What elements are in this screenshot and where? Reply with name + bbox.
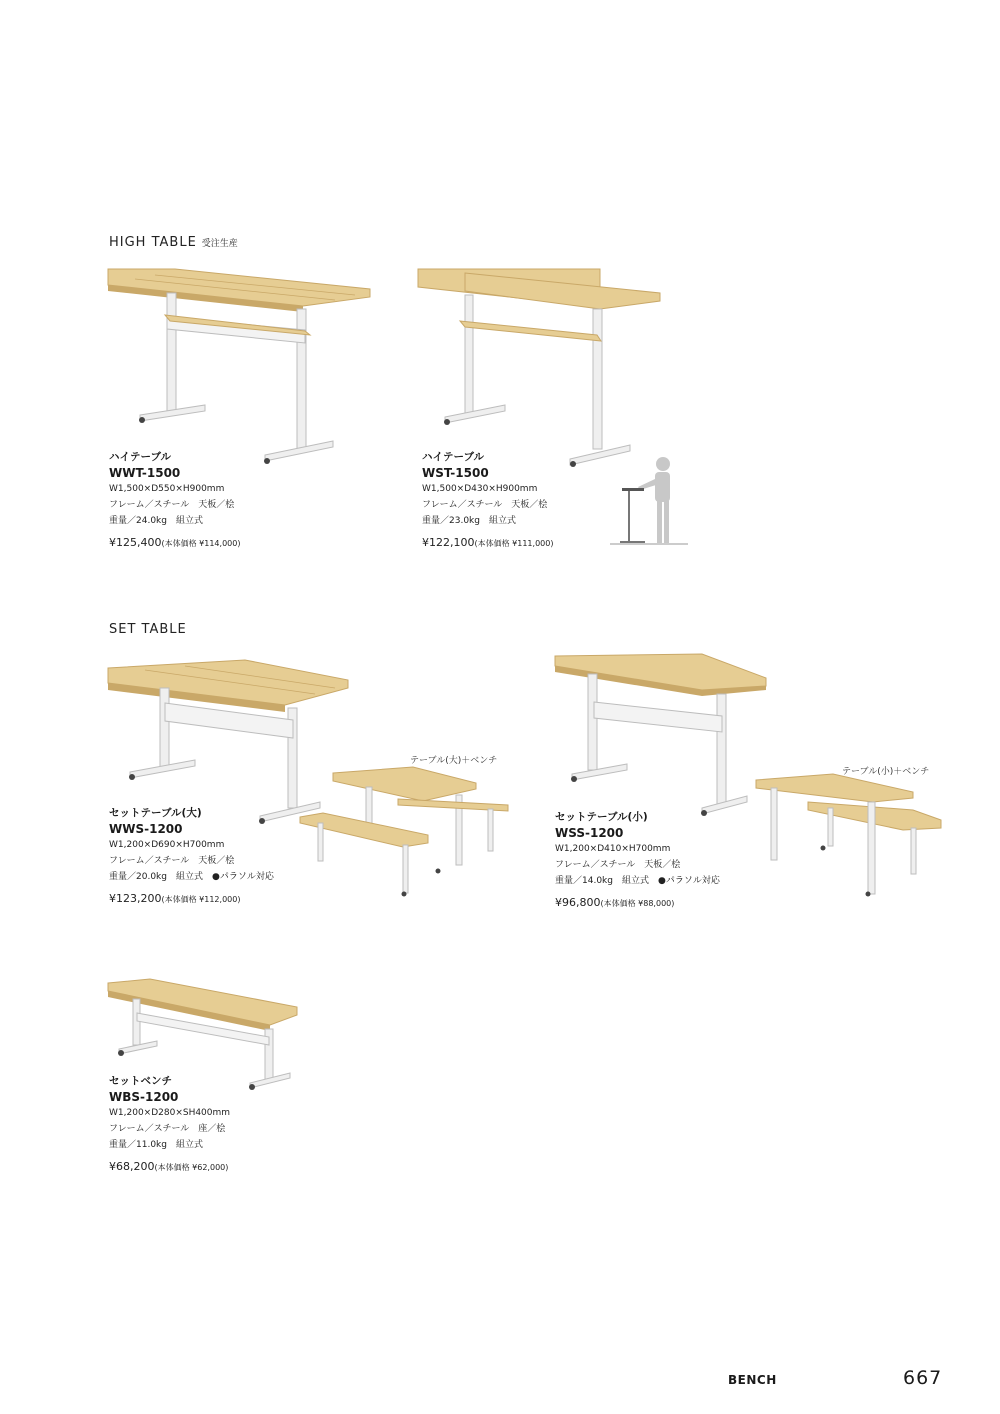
section-title-high-table xyxy=(109,235,238,250)
product-name: ハイテーブル xyxy=(422,451,485,463)
product-code: WBS-1200 xyxy=(109,1090,179,1104)
made-to-order-note: 受注生産 xyxy=(201,239,238,249)
price-total: ¥68,200 xyxy=(109,1160,155,1173)
wss-1200-set-with-bench-image xyxy=(753,772,948,902)
product-code: WWS-1200 xyxy=(109,822,183,836)
footer-category-label: BENCH xyxy=(728,1373,777,1387)
product-code: WSS-1200 xyxy=(555,826,624,840)
price-total: ¥125,400 xyxy=(109,536,162,549)
human-scale-figure xyxy=(610,455,690,550)
price-base: (本体価格 ¥114,000) xyxy=(161,539,241,548)
wss-1200-table-image xyxy=(552,650,777,820)
price xyxy=(555,895,720,912)
spec-material: フレーム／スチール 天板／桧 xyxy=(109,856,235,866)
product-wws-1200 xyxy=(109,806,274,908)
product-name: セットベンチ xyxy=(109,1075,172,1087)
price xyxy=(109,1159,230,1176)
spec-size: W1,200×D280×SH400mm xyxy=(109,1108,231,1118)
price-base: (本体価格 ¥111,000) xyxy=(474,539,554,548)
spec-material: フレーム／スチール 天板／桧 xyxy=(422,500,548,510)
spec-weight: 重量／11.0kg 組立式 xyxy=(109,1140,203,1150)
product-wss-1200 xyxy=(555,810,720,912)
price xyxy=(109,891,274,908)
page-number: 667 xyxy=(903,1367,943,1389)
price-base: (本体価格 ¥112,000) xyxy=(161,895,241,904)
spec-weight: 重量／20.0kg 組立式 ●パラソル対応 xyxy=(109,872,274,882)
spec-material: フレーム／スチール 天板／桧 xyxy=(555,860,681,870)
wst-1500-table-image xyxy=(415,265,675,470)
spec-material: フレーム／スチール 座／桧 xyxy=(109,1124,226,1134)
wss-set-caption: テーブル(小)＋ベンチ xyxy=(842,767,930,777)
spec-size: W1,500×D430×H900mm xyxy=(422,484,538,494)
spec-material: フレーム／スチール 天板／桧 xyxy=(109,500,235,510)
price xyxy=(109,535,240,552)
product-wwt-1500 xyxy=(109,450,240,552)
wwt-1500-table-image xyxy=(105,265,375,470)
price-total: ¥123,200 xyxy=(109,892,162,905)
price-base: (本体価格 ¥88,000) xyxy=(600,899,675,908)
spec-size: W1,200×D410×H700mm xyxy=(555,844,671,854)
spec-size: W1,500×D550×H900mm xyxy=(109,484,225,494)
spec-size: W1,200×D690×H700mm xyxy=(109,840,225,850)
product-code: WWT-1500 xyxy=(109,466,181,480)
spec-weight: 重量／14.0kg 組立式 ●パラソル対応 xyxy=(555,876,720,886)
spec-weight: 重量／24.0kg 組立式 xyxy=(109,516,203,526)
product-name: ハイテーブル xyxy=(109,451,172,463)
price xyxy=(422,535,553,552)
wbs-1200-bench-image xyxy=(105,975,305,1090)
section-title-set-table: SET TABLE xyxy=(109,622,187,637)
price-total: ¥122,100 xyxy=(422,536,475,549)
product-wbs-1200 xyxy=(109,1074,230,1176)
wws-set-caption: テーブル(大)＋ベンチ xyxy=(410,756,498,766)
section-title-text: HIGH TABLE xyxy=(109,235,197,250)
spec-weight: 重量／23.0kg 組立式 xyxy=(422,516,516,526)
product-name: セットテーブル(大) xyxy=(109,807,202,819)
price-total: ¥96,800 xyxy=(555,896,601,909)
price-base: (本体価格 ¥62,000) xyxy=(154,1163,229,1172)
product-wst-1500 xyxy=(422,450,553,552)
product-code: WST-1500 xyxy=(422,466,489,480)
product-name: セットテーブル(小) xyxy=(555,811,648,823)
wws-1200-set-with-bench-image xyxy=(298,765,513,900)
